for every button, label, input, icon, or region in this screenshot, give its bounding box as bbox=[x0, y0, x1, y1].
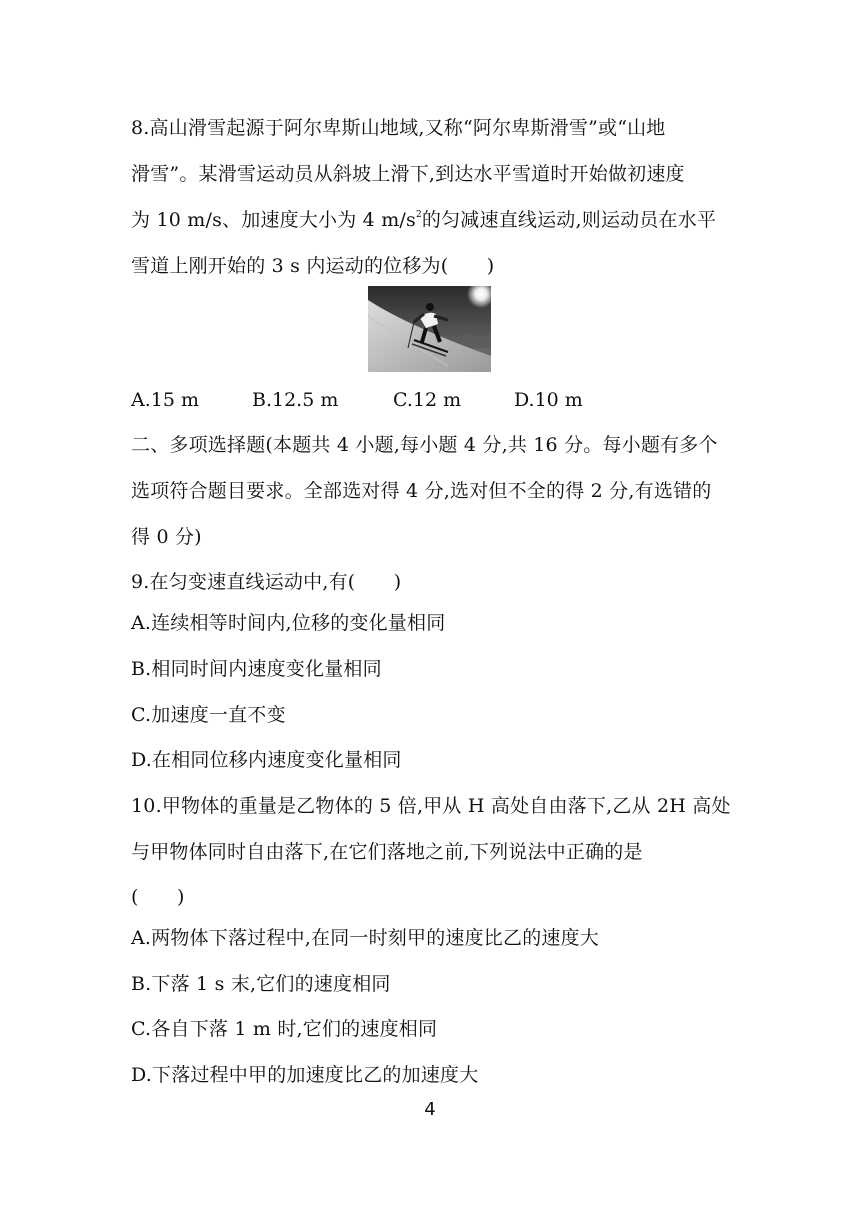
q9-option-b: B.相同时间内速度变化量相同 bbox=[131, 658, 382, 680]
q8-stem-line-1: 8.高山滑雪起源于阿尔卑斯山地域,又称“阿尔卑斯滑雪”或“山地 bbox=[131, 117, 666, 139]
q8-option-d: D.10 m bbox=[514, 389, 583, 411]
q8-stem-line-4: 雪道上刚开始的 3 s 内运动的位移为( ) bbox=[131, 255, 495, 277]
skier-photo-graphic bbox=[368, 286, 491, 372]
q10-stem-line-3: ( ) bbox=[131, 886, 185, 908]
q9-option-a: A.连续相等时间内,位移的变化量相同 bbox=[131, 612, 446, 634]
page-number: 4 bbox=[424, 1099, 436, 1120]
q8-stem-line-3b: 的匀减速直线运动,则运动员在水平 bbox=[421, 209, 717, 231]
q10-option-d: D.下落过程中甲的加速度比乙的加速度大 bbox=[131, 1064, 479, 1086]
section-2-header-line-1: 二、多项选择题(本题共 4 小题,每小题 4 分,共 16 分。每小题有多个 bbox=[131, 434, 718, 456]
q9-option-c: C.加速度一直不变 bbox=[131, 704, 286, 726]
section-2-header-line-3: 得 0 分) bbox=[131, 526, 202, 548]
q8-option-a: A.15 m bbox=[131, 389, 199, 411]
superscript-2: 2 bbox=[415, 210, 422, 220]
q9-stem: 9.在匀变速直线运动中,有( ) bbox=[131, 571, 402, 593]
q8-option-b: B.12.5 m bbox=[252, 389, 339, 411]
q8-stem-line-3a: 为 10 m/s、加速度大小为 4 m/s bbox=[131, 209, 416, 231]
q10-stem-line-1: 10.甲物体的重量是乙物体的 5 倍,甲从 H 高处自由落下,乙从 2H 高处 bbox=[131, 795, 731, 817]
q10-option-c: C.各自下落 1 m 时,它们的速度相同 bbox=[131, 1018, 438, 1040]
q10-option-a: A.两物体下落过程中,在同一时刻甲的速度比乙的速度大 bbox=[131, 927, 600, 949]
q8-stem-line-2: 滑雪”。某滑雪运动员从斜坡上滑下,到达水平雪道时开始做初速度 bbox=[131, 163, 685, 185]
section-2-header-line-2: 选项符合题目要求。全部选对得 4 分,选对但不全的得 2 分,有选错的 bbox=[131, 480, 712, 502]
q10-option-b: B.下落 1 s 末,它们的速度相同 bbox=[131, 973, 391, 995]
q9-option-d: D.在相同位移内速度变化量相同 bbox=[131, 749, 402, 771]
q8-option-c: C.12 m bbox=[393, 389, 462, 411]
q10-stem-line-2: 与甲物体同时自由落下,在它们落地之前,下列说法中正确的是 bbox=[131, 841, 643, 863]
q8-stem-line-3 bbox=[131, 208, 716, 232]
skier-photo bbox=[368, 286, 491, 372]
